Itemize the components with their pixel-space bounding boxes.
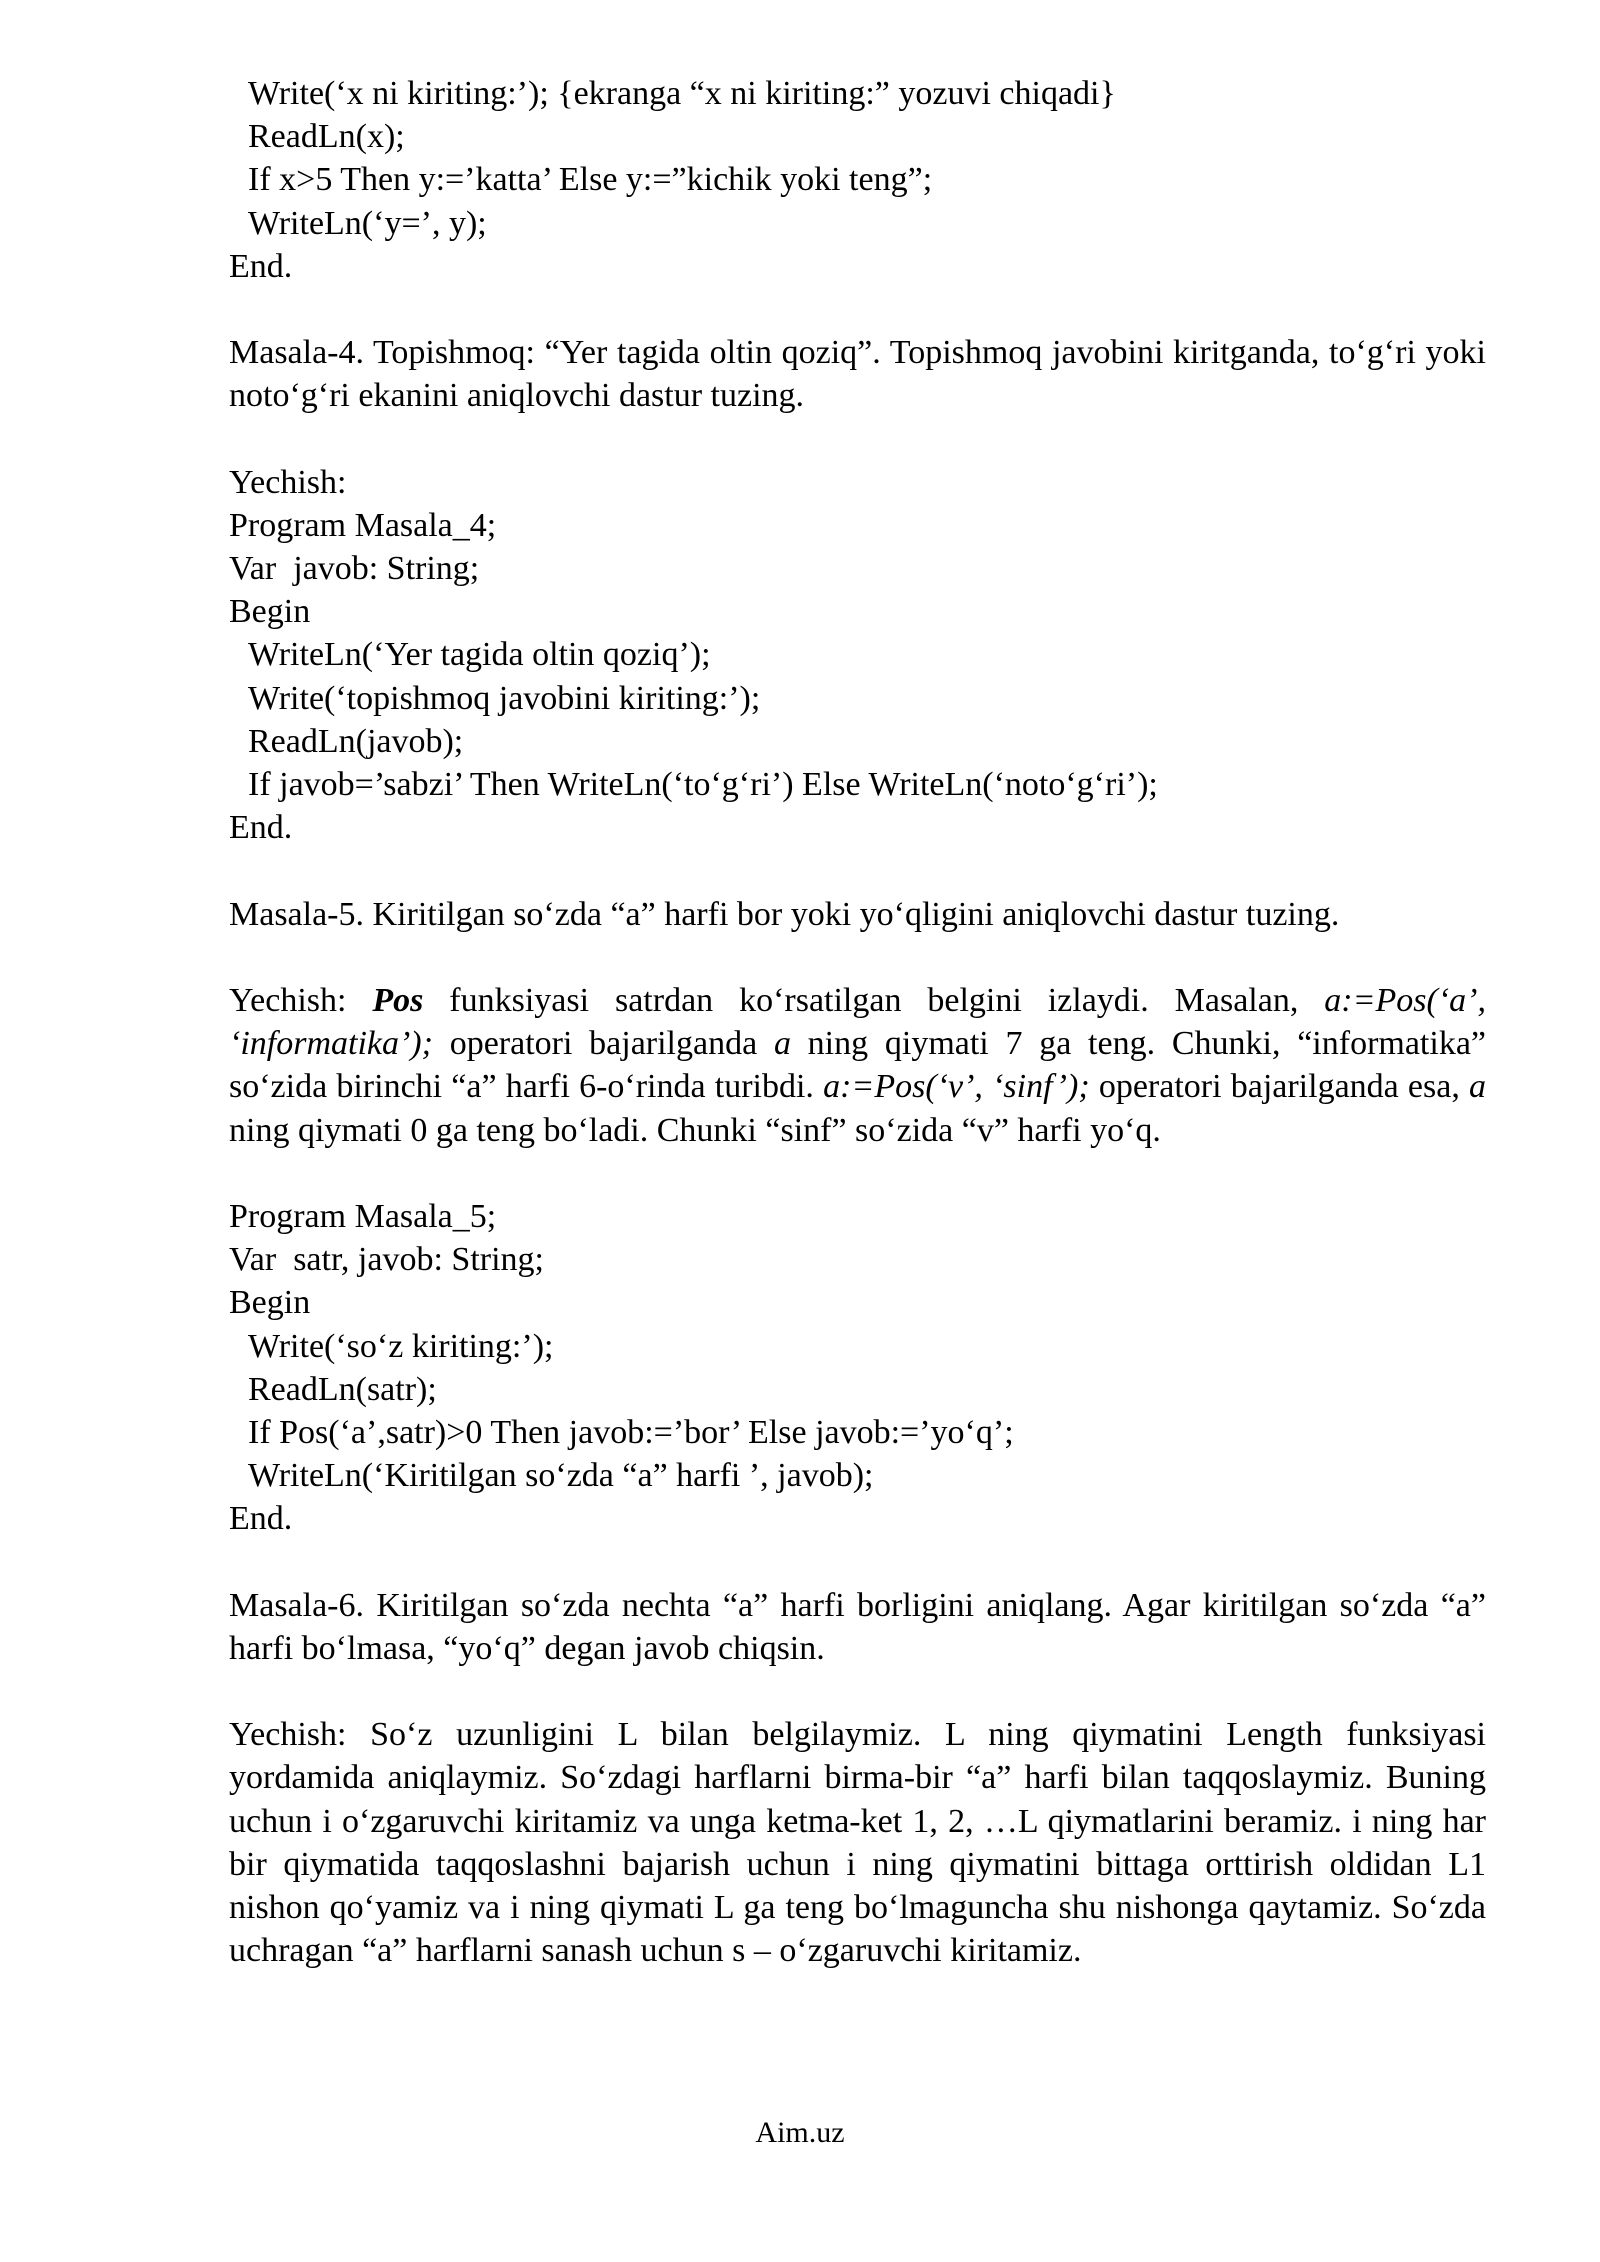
code-line: Write(‘so‘z kiriting:’); <box>248 1327 554 1365</box>
code-line: If javob=’sabzi’ Then WriteLn(‘to‘g‘ri’) Else WriteLn(‘noto‘g‘ri’); <box>248 766 1158 804</box>
masala4-end: End. <box>229 809 293 847</box>
page-footer: Aim.uz <box>755 2116 845 2149</box>
code-line: Write(‘topishmoq javobini kiriting:’); <box>248 679 761 717</box>
masala5-var: Var satr, javob: String; <box>229 1241 544 1279</box>
masala5-end: End. <box>229 1500 293 1538</box>
masala5-begin: Begin <box>229 1284 311 1322</box>
masala6-yechish: Yechish: So‘z uzunligini L bilan belgilaymiz. L ning qiymatini Length funksiyasi yordamida aniqlaymiz. So‘zdagi harflarni birma-bir “a” harfi bilan taqqoslaymiz. Buning uchun i o‘zgaruvchi kiritamiz va unga ketma-ket 1, 2, …L qiymatlarini beramiz. i ning har bir qiymatida taqqoslashni bajarish uchun i ning qiymatini bittaga orttirish oldidan L1 nishon qo‘yamiz va i ning qiymati L ga teng bo‘lmaguncha shu nishonga qaytamiz. So‘zda uchragan “a” harflarni sanash uchun s – o‘zgaruvchi kiritamiz. <box>229 1716 1486 1970</box>
code-line: WriteLn(‘Kiritilgan so‘zda “a” harfi ’, javob); <box>248 1457 874 1495</box>
code-line: Write(‘x ni kiriting:’); {ekranga “x ni kiriting:” yozuvi chiqadi} <box>248 75 1116 112</box>
code-line: WriteLn(‘Yer tagida oltin qoziq’); <box>248 636 711 674</box>
masala4-var: Var javob: String; <box>229 550 480 588</box>
code-inline: a:=Pos(‘v’, ‘sinf’); <box>823 1068 1090 1106</box>
code-line: ReadLn(x); <box>248 118 405 156</box>
spacer <box>229 418 1486 461</box>
spacer <box>229 936 1486 979</box>
document-page <box>229 72 1486 1972</box>
masala5-statement: Masala-5. Kiritilgan so‘zda “a” harfi bor yoki yo‘qligini aniqlovchi dastur tuzing. <box>229 895 1340 933</box>
masala4-program: Program Masala_4; <box>229 506 497 544</box>
spacer <box>229 1152 1486 1195</box>
code-inline: a:=Pos(‘a’, ‘informatika’); <box>229 981 1486 1063</box>
variable-a: a <box>1469 1068 1487 1106</box>
code-end: End. <box>229 247 293 285</box>
masala6-statement: Masala-6. Kiritilgan so‘zda nechta “a” harfi borligini aniqlang. Agar kiritilgan so‘zda “a” harfi bo‘lmasa, “yo‘q” degan javob chiqsin. <box>229 1586 1486 1667</box>
spacer <box>229 1540 1486 1583</box>
code-line: ReadLn(javob); <box>248 722 464 760</box>
yechish-label: Yechish: <box>229 981 373 1019</box>
masala4-begin: Begin <box>229 593 311 631</box>
variable-a: a <box>773 1025 791 1063</box>
spacer <box>229 1670 1486 1713</box>
text-segment: funksiyasi satrdan ko‘rsatilgan belgini izlaydi. Masalan, <box>423 981 1325 1019</box>
code-line: WriteLn(‘y=’, y); <box>248 204 487 242</box>
masala4-yechish: Yechish: <box>229 463 347 501</box>
code-line: If Pos(‘a’,satr)>0 Then javob:=’bor’ Else javob:=’yo‘q’; <box>248 1413 1014 1451</box>
pos-keyword: Pos <box>372 981 424 1019</box>
text-segment: ning qiymati 0 ga teng bo‘ladi. Chunki “sinf” so‘zida “v” harfi yo‘q. <box>229 1111 1161 1149</box>
spacer <box>229 849 1486 892</box>
masala5-yechish <box>229 979 1486 1152</box>
spacer <box>229 288 1486 331</box>
code-line: ReadLn(satr); <box>248 1370 437 1408</box>
masala5-program: Program Masala_5; <box>229 1197 497 1235</box>
text-segment: operatori bajarilganda <box>432 1025 774 1063</box>
text-segment: operatori bajarilganda esa, <box>1089 1068 1470 1106</box>
code-line: If x>5 Then y:=’katta’ Else y:=”kichik yoki teng”; <box>248 161 933 199</box>
text-segment: ning qiymati 7 ga teng. Chunki, “informatika” so‘zida birinchi “a” harfi 6-o‘rinda turibdi. <box>229 1025 1486 1106</box>
masala4-statement: Masala-4. Topishmoq: “Yer tagida oltin qoziq”. Topishmoq javobini kiritganda, to‘g‘ri yoki noto‘g‘ri ekanini aniqlovchi dastur tuzing. <box>229 334 1486 415</box>
